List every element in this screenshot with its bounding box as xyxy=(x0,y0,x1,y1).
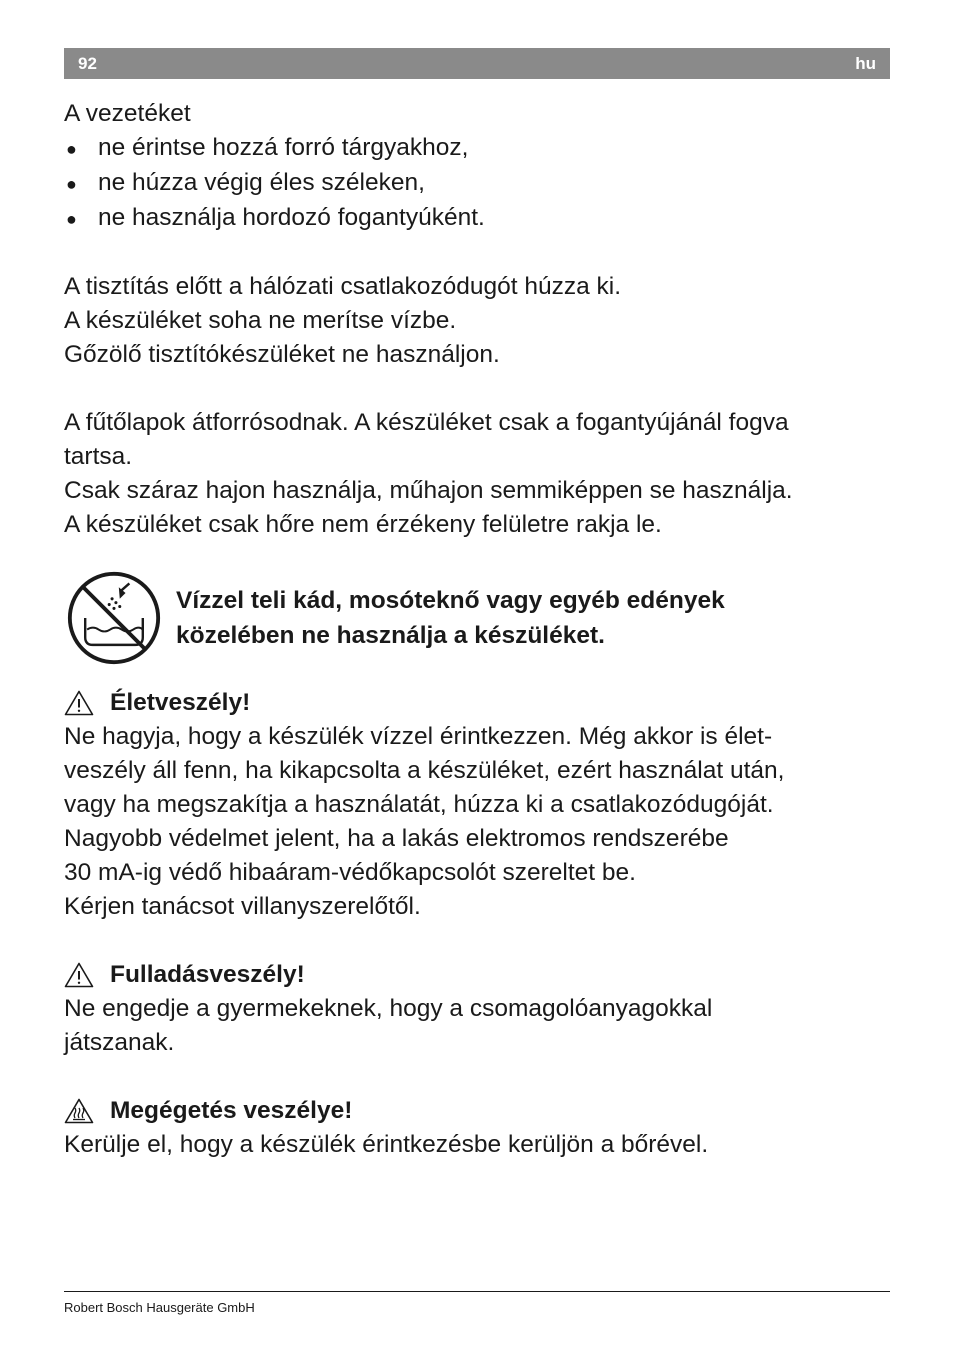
warning-heading xyxy=(64,958,890,992)
page-number: 92 xyxy=(78,54,97,73)
page-body xyxy=(64,97,890,1162)
paragraph-line: veszély áll fenn, ha kikapcsolta a készüléket, ezért használat után, xyxy=(64,757,785,784)
warning-triangle-icon xyxy=(64,962,94,988)
paragraph-line: Csak száraz hajon használja, műhajon semmiképpen se használja. xyxy=(64,477,793,504)
paragraph-line: A tisztítás előtt a hálózati csatlakozódugót húzza ki. xyxy=(64,273,622,300)
bullet-text: ne húzza végig éles széleken, xyxy=(98,169,425,196)
paragraph-line: Gőzölő tisztítókészüléket ne használjon. xyxy=(64,341,500,368)
footer-divider xyxy=(64,1291,890,1292)
footer-company: Robert Bosch Hausgeräte GmbH xyxy=(64,1300,255,1315)
warning-life-danger xyxy=(64,686,890,924)
water-notice-text xyxy=(176,583,725,653)
warning-heading xyxy=(64,686,890,720)
bullet-text: ne használja hordozó fogantyúként. xyxy=(98,204,485,231)
paragraph-line: A készüléket csak hőre nem érzékeny felületre rakja le. xyxy=(64,511,662,538)
warning-title: Fulladásveszély! xyxy=(110,961,305,988)
list-item xyxy=(64,166,890,201)
bullet-text: ne érintse hozzá forró tárgyakhoz, xyxy=(98,134,469,161)
water-notice xyxy=(64,570,890,666)
cleaning-section xyxy=(64,270,890,372)
paragraph-line: A fűtőlapok átforrósodnak. A készüléket csak a fogantyújánál fogva xyxy=(64,409,789,436)
paragraph-line: 30 mA-ig védő hibaáram-védőkapcsolót szereltet be. xyxy=(64,859,636,886)
paragraph-line: Ne hagyja, hogy a készülék vízzel érintkezzen. Még akkor is élet- xyxy=(64,723,773,750)
paragraph-line: Ne engedje a gyermekeknek, hogy a csomagolóanyagokkal xyxy=(64,995,713,1022)
cord-intro: A vezetéket xyxy=(64,100,191,127)
warning-burn xyxy=(64,1094,890,1162)
warning-title: Életveszély! xyxy=(110,689,251,716)
paragraph-line: Nagyobb védelmet jelent, ha a lakás elektromos rendszerébe xyxy=(64,825,729,852)
list-item xyxy=(64,131,890,166)
notice-line: közelében ne használja a készüléket. xyxy=(176,622,605,649)
cord-section xyxy=(64,97,890,236)
warning-heading xyxy=(64,1094,890,1128)
bullet-icon: ● xyxy=(66,139,77,159)
page-header xyxy=(64,48,890,79)
list-item xyxy=(64,201,890,236)
language-code: hu xyxy=(855,54,876,73)
paragraph-line: játszanak. xyxy=(64,1029,175,1056)
paragraph-line: tartsa. xyxy=(64,443,133,470)
warning-title: Megégetés veszélye! xyxy=(110,1097,353,1124)
paragraph-line: vagy ha megszakítja a használatát, húzza ki a csatlakozódugóját. xyxy=(64,791,774,818)
paragraph-line: Kerülje el, hogy a készülék érintkezésbe kerüljön a bőrével. xyxy=(64,1131,709,1158)
warning-suffocation xyxy=(64,958,890,1060)
warning-triangle-icon xyxy=(64,690,94,716)
bullet-icon: ● xyxy=(66,174,77,194)
bullet-icon: ● xyxy=(66,209,77,229)
paragraph-line: A készüléket soha ne merítse vízbe. xyxy=(64,307,457,334)
paragraph-line: Kérjen tanácsot villanyszerelőtől. xyxy=(64,893,421,920)
heating-section xyxy=(64,406,890,542)
no-water-near-bath-icon xyxy=(66,570,162,666)
notice-line: Vízzel teli kád, mosóteknő vagy egyéb edények xyxy=(176,587,725,614)
hot-surface-warning-icon xyxy=(64,1098,94,1124)
